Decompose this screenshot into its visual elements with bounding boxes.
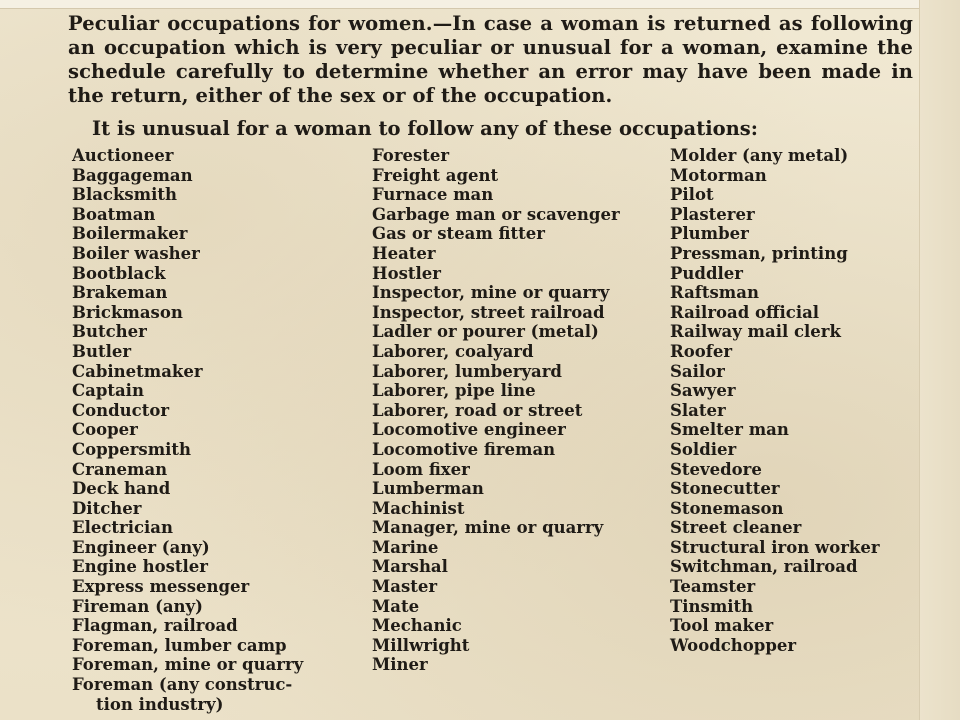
occupations-column-1 <box>72 146 303 714</box>
occupation-item: Auctioneer <box>72 146 174 165</box>
occupation-item: Coppersmith <box>72 439 192 459</box>
occupation-item: Bootblack <box>72 263 166 283</box>
occupation-item: Plumber <box>670 224 749 244</box>
occupation-item: Flagman, railroad <box>72 616 238 636</box>
occupation-item: Laborer, road or street <box>372 400 583 420</box>
occupation-item: Sawyer <box>670 381 736 401</box>
occupation-item: Railroad official <box>670 302 820 322</box>
occupation-item: Tool maker <box>670 616 774 636</box>
occupation-item: Cabinetmaker <box>72 361 203 381</box>
occupation-item: Manager, mine or quarry <box>372 518 604 538</box>
occupation-item: Slater <box>670 400 726 420</box>
occupation-item: Heater <box>372 243 436 263</box>
occupation-item: Puddler <box>670 263 743 283</box>
occupation-item: Gas or steam fitter <box>372 224 545 244</box>
occupation-item: Inspector, street railroad <box>372 302 605 322</box>
section-heading: Peculiar occupations for women. <box>68 12 433 35</box>
occupation-item: Hostler <box>372 263 441 283</box>
occupation-item: Ditcher <box>72 498 142 518</box>
occupation-item: Pressman, printing <box>670 243 848 263</box>
occupation-item: Locomotive fireman <box>372 439 556 459</box>
occupation-item: Butcher <box>72 322 147 342</box>
occupation-item: Brickmason <box>72 302 183 322</box>
occupation-item: Master <box>372 577 438 597</box>
occupation-item: Inspector, mine or quarry <box>372 283 610 303</box>
occupations-column-3 <box>670 146 880 655</box>
occupation-item: Plasterer <box>670 204 755 224</box>
occupation-item: Mate <box>372 596 420 616</box>
occupation-item: Cooper <box>72 420 138 440</box>
occupation-item: Boilermaker <box>72 224 188 244</box>
occupation-item: Stonemason <box>670 498 784 518</box>
occupation-item: Deck hand <box>72 479 171 499</box>
occupation-item: Laborer, pipe line <box>372 381 536 401</box>
occupation-item: Captain <box>72 381 144 401</box>
intro-line1: —In case a woman is returned as <box>432 12 803 35</box>
occupation-item: Stonecutter <box>670 479 780 499</box>
occupation-item: Laborer, coalyard <box>372 341 534 361</box>
occupation-item: Foreman, mine or quarry <box>72 655 304 675</box>
occupation-item: Roofer <box>670 341 733 361</box>
occupation-item: Boatman <box>72 204 156 224</box>
occupation-item: Ladler or pourer (metal) <box>372 322 599 342</box>
occupation-item: Railway mail clerk <box>670 322 841 342</box>
occupation-item: Butler <box>72 341 132 361</box>
occupation-item: Foreman, lumber camp <box>72 635 287 655</box>
occupation-item: Garbage man or scavenger <box>372 204 620 224</box>
occupation-item: Engineer (any) <box>72 537 210 557</box>
occupation-item: Foreman (any construc- <box>72 675 293 695</box>
intro-body: following an occupation which is very peculiar or unusual for a woman, examine the schedule carefully to determine whether an error may have been made in the return, either of the sex or of the occupation. <box>68 12 913 107</box>
occupations-column-2 <box>372 146 620 675</box>
occupation-item: Structural iron worker <box>670 537 880 557</box>
occupation-item: Engine hostler <box>72 557 208 577</box>
occupation-item: Baggageman <box>72 165 193 185</box>
occupation-item: Pilot <box>670 185 714 205</box>
occupation-item: Laborer, lumberyard <box>372 361 562 381</box>
occupation-item: Molder (any metal) <box>670 146 849 165</box>
occupation-item: Street cleaner <box>670 518 802 538</box>
occupation-item: Mechanic <box>372 616 462 636</box>
occupation-item: Brakeman <box>72 283 168 303</box>
occupation-item: Conductor <box>72 400 170 420</box>
occupation-item: Switchman, railroad <box>670 557 858 577</box>
page-right-edge <box>919 0 960 720</box>
occupation-item: Marshal <box>372 557 448 577</box>
page-top-edge <box>0 0 960 9</box>
occupation-item: Sailor <box>670 361 725 381</box>
continuation-text: tion industry) <box>96 694 224 714</box>
occupation-item: Motorman <box>670 165 767 185</box>
occupation-item: Craneman <box>72 459 168 479</box>
occupation-item: Raftsman <box>670 283 759 303</box>
occupations-intro-line: It is unusual for a woman to follow any of these occupations: <box>92 117 758 140</box>
occupation-item: Express messenger <box>72 577 250 597</box>
occupation-item: Forester <box>372 146 450 165</box>
occupation-item: Smelter man <box>670 420 789 440</box>
occupation-item-continuation <box>72 695 303 715</box>
occupation-item: Lumberman <box>372 479 484 499</box>
occupation-item: Marine <box>372 537 439 557</box>
occupation-item: Soldier <box>670 439 737 459</box>
occupation-item: Blacksmith <box>72 185 178 205</box>
occupation-item: Stevedore <box>670 459 762 479</box>
occupation-item: Tinsmith <box>670 596 754 616</box>
occupation-item: Locomotive engineer <box>372 420 566 440</box>
occupation-item: Furnace man <box>372 185 494 205</box>
occupation-item: Miner <box>372 655 428 675</box>
occupation-item: Fireman (any) <box>72 596 203 616</box>
occupation-item: Electrician <box>72 518 173 538</box>
occupation-item: Teamster <box>670 577 756 597</box>
occupation-item: Loom fixer <box>372 459 470 479</box>
occupation-item: Freight agent <box>372 165 499 185</box>
occupation-item: Woodchopper <box>670 635 797 655</box>
occupation-item: Millwright <box>372 635 470 655</box>
occupation-item: Machinist <box>372 498 465 518</box>
occupation-item: Boiler washer <box>72 243 200 263</box>
intro-paragraph <box>68 12 913 108</box>
